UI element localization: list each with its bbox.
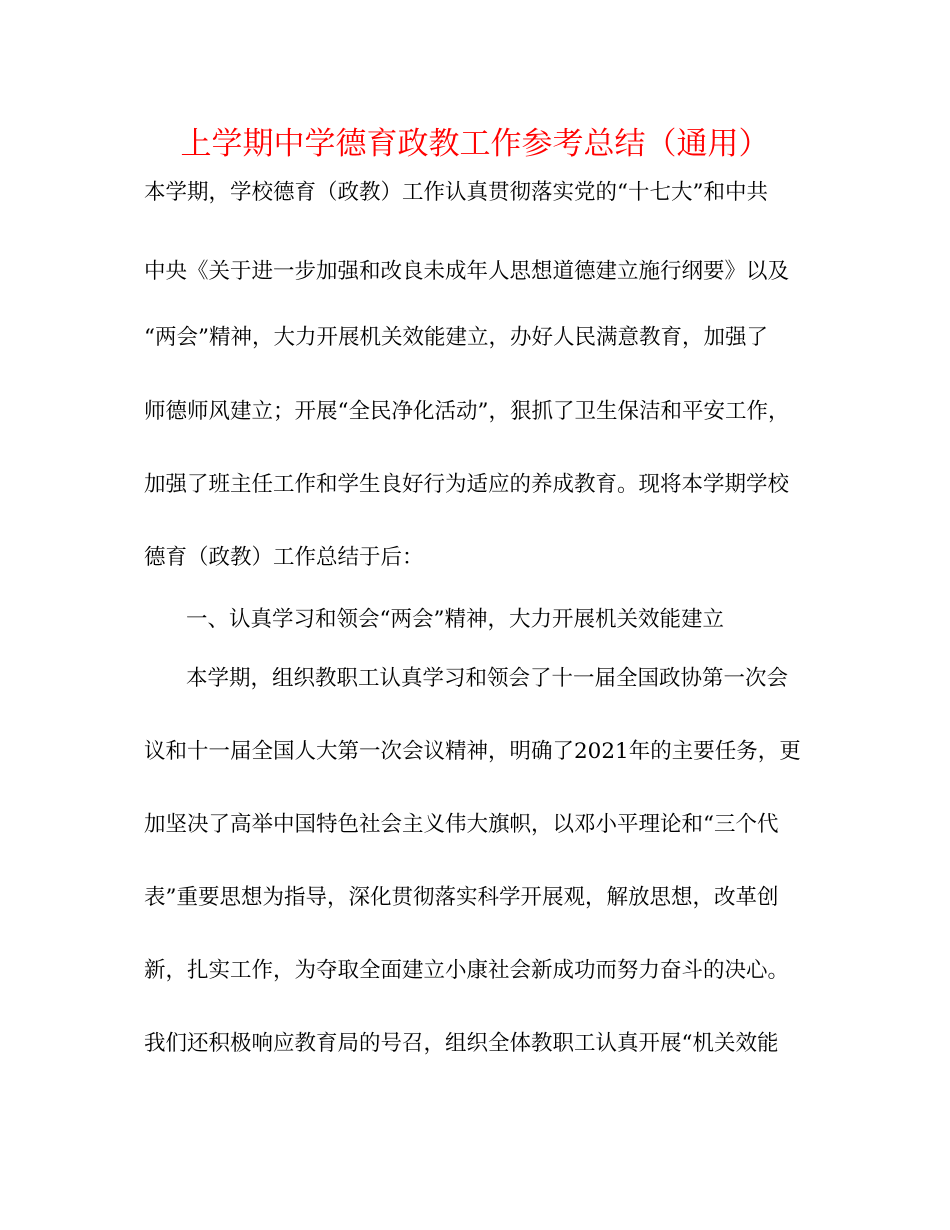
paragraph-line-9: 加坚决了高举中国特色社会主义伟大旗帜，以邓小平理论和“三个代 <box>144 812 779 837</box>
paragraph-line-1: 本学期，学校德育（政教）工作认真贯彻落实党的“十七大”和中共 <box>144 180 768 205</box>
paragraph-line-6: 德育（政教）工作总结于后： <box>144 545 424 570</box>
paragraph-line-3: “两会”精神，大力开展机关效能建立，办好人民满意教育，加强了 <box>144 325 768 350</box>
paragraph-line-2: 中央《关于进一步加强和改良未成年人思想道德建立施行纲要》以及 <box>144 259 790 284</box>
paragraph-line-8: 议和十一届全国人大第一次会议精神，明确了2021年的主要任务，更 <box>144 739 801 764</box>
paragraph-line-4: 师德师风建立；开展“全民净化活动”，狠抓了卫生保洁和平安工作， <box>144 399 790 424</box>
paragraph-line-7: 本学期，组织教职工认真学习和领会了十一届全国政协第一次会 <box>186 666 789 691</box>
section-heading-1: 一、认真学习和领会“两会”精神，大力开展机关效能建立 <box>186 607 724 632</box>
paragraph-line-11: 新，扎实工作，为夺取全面建立小康社会新成功而努力奋斗的决心。 <box>144 958 790 983</box>
paragraph-line-10: 表”重要思想为指导，深化贯彻落实科学开展观，解放思想，改革创 <box>144 885 779 910</box>
paragraph-line-5: 加强了班主任工作和学生良好行为适应的养成教育。现将本学期学校 <box>144 472 790 497</box>
document-title: 上学期中学德育政教工作参考总结（通用） <box>180 126 770 162</box>
paragraph-line-12: 我们还积极响应教育局的号召，组织全体教职工认真开展“机关效能 <box>144 1031 779 1056</box>
